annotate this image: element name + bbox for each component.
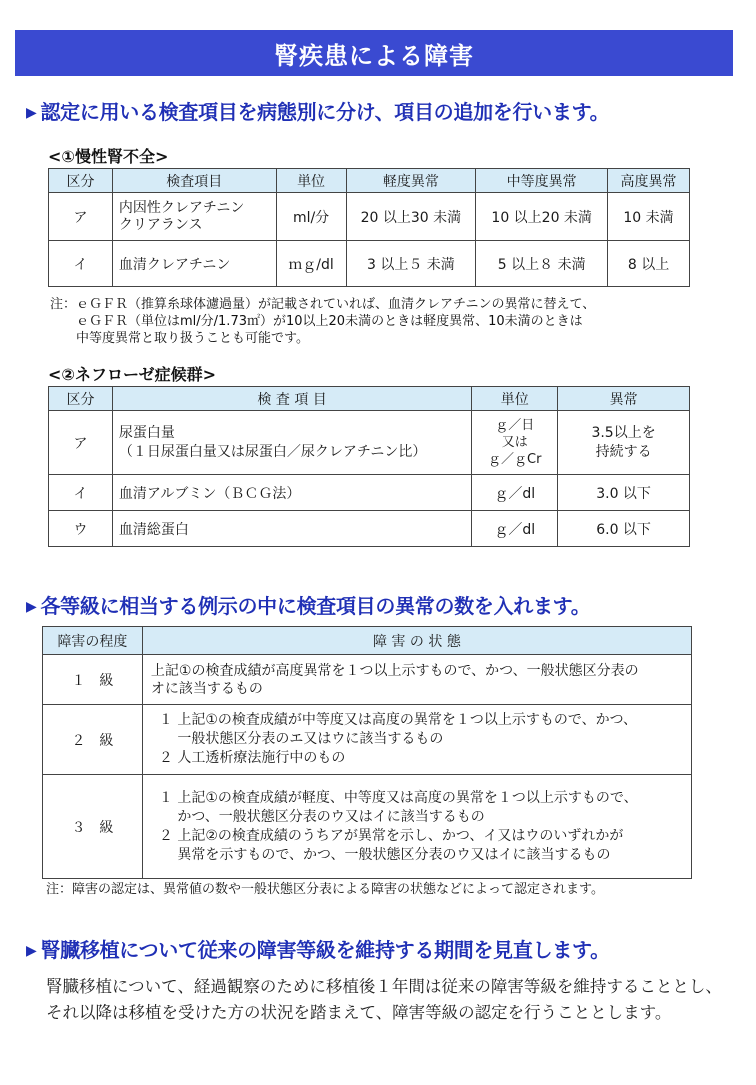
table-cell: ｍｇ/dl: [276, 241, 346, 287]
table-cell: イ: [49, 475, 113, 511]
grade-cell: １ 級: [43, 655, 143, 705]
table-row: [43, 705, 692, 775]
col-header: 異常: [558, 387, 690, 411]
table-cell: ｇ／dl: [472, 475, 558, 511]
table-nephrotic-syndrome: [48, 386, 690, 547]
table-cell: ア: [49, 411, 113, 475]
table-row: [49, 475, 690, 511]
table-chronic-renal-failure: [48, 168, 690, 287]
table-cell: 10 未満: [608, 193, 690, 241]
table-cell: 20 以上30 未満: [346, 193, 476, 241]
section-heading-1: [26, 96, 609, 125]
table-cell: １ 上記①の検査成績が中等度又は高度の異常を１つ以上示すもので、かつ、 一般状態区分表のエ又はウに該当するもの ２ 人工透析療法施行中のもの: [142, 705, 691, 775]
section-heading-1-text: 認定に用いる検査項目を病態別に分け、項目の追加を行います。: [40, 100, 610, 124]
section-heading-2: [26, 590, 590, 619]
col-header: 単位: [276, 169, 346, 193]
table-cell: 血清総蛋白: [112, 511, 471, 547]
col-header: 中等度異常: [476, 169, 608, 193]
table-cell: 3.0 以下: [558, 475, 690, 511]
col-header: 障 害 の 状 態: [142, 627, 691, 655]
table-cell: １ 上記①の検査成績が軽度、中等度又は高度の異常を１つ以上示すもので、 かつ、一般状態区分表のウ又はイに該当するもの ２ 上記②の検査成績のうちアが異常を示し、かつ、イ又はウのいずれかが 異常を示すもので、かつ、一般状態区分表のウ又はイに該当するもの: [142, 775, 691, 879]
table2-caption: <②ネフローゼ症候群>: [48, 365, 217, 384]
table-cell: 6.0 以下: [558, 511, 690, 547]
table-header-row: [49, 169, 690, 193]
grade-cell: ２ 級: [43, 705, 143, 775]
table-cell: 尿蛋白量 （１日尿蛋白量又は尿蛋白／尿クレアチニン比）: [112, 411, 471, 475]
section-heading-3-text: 腎臓移植について従来の障害等級を維持する期間を見直します。: [40, 938, 610, 962]
grade-cell: ３ 級: [43, 775, 143, 879]
col-header: 高度異常: [608, 169, 690, 193]
col-header: 区分: [49, 387, 113, 411]
triangle-bullet-icon: ▶: [26, 105, 37, 121]
table-row: [43, 775, 692, 879]
table-cell: ウ: [49, 511, 113, 547]
table-header-row: [43, 627, 692, 655]
table-row: [49, 193, 690, 241]
table-cell: 3.5以上を 持続する: [558, 411, 690, 475]
table-cell: ｇ／dl: [472, 511, 558, 547]
table-cell: 10 以上20 未満: [476, 193, 608, 241]
table-cell: ml/分: [276, 193, 346, 241]
table-cell: ア: [49, 193, 113, 241]
table1-caption: <①慢性腎不全>: [48, 147, 169, 166]
table-row: [43, 655, 692, 705]
table-header-row: [49, 387, 690, 411]
col-header: 障害の程度: [43, 627, 143, 655]
table-cell: 血清クレアチニン: [112, 241, 276, 287]
body-paragraph: 腎臓移植について、経過観察のために移植後１年間は従来の障害等級を維持することとし、それ以降は移植を受けた方の状況を踏まえて、障害等級の認定を行うこととします。: [46, 977, 722, 1022]
table-disability-grades: [42, 626, 692, 879]
page-title: 腎疾患による障害: [15, 30, 733, 76]
table-cell: 内因性クレアチニン クリアランス: [112, 193, 276, 241]
col-header: 単位: [472, 387, 558, 411]
table1-note: 注：ｅＧＦＲ（推算糸球体濾過量）が記載されていれば、血清クレアチニンの異常に替えて、 ｅＧＦＲ（単位はml/分/1.73㎡）が10以上20未満のときは軽度異常、10未満のときは 中等度異常と取り扱うことも可能です。: [50, 297, 596, 346]
table-cell: ｇ／日 又は ｇ／ｇCr: [472, 411, 558, 475]
col-header: 区分: [49, 169, 113, 193]
triangle-bullet-icon: ▶: [26, 943, 37, 959]
table3-note: 注：障害の認定は、異常値の数や一般状態区分表による障害の状態などによって認定されます。: [46, 882, 604, 897]
triangle-bullet-icon: ▶: [26, 599, 37, 615]
col-header: 軽度異常: [346, 169, 476, 193]
table-cell: 上記①の検査成績が高度異常を１つ以上示すもので、かつ、一般状態区分表の オに該当するもの: [142, 655, 691, 705]
table-row: [49, 241, 690, 287]
table-cell: 8 以上: [608, 241, 690, 287]
table-cell: 3 以上５ 未満: [346, 241, 476, 287]
table-row: [49, 411, 690, 475]
section-heading-2-text: 各等級に相当する例示の中に検査項目の異常の数を入れます。: [40, 594, 591, 618]
table-cell: 5 以上８ 未満: [476, 241, 608, 287]
table-row: [49, 511, 690, 547]
col-header: 検査項目: [112, 169, 276, 193]
section-heading-3: [26, 934, 610, 963]
col-header: 検 査 項 目: [112, 387, 471, 411]
table-cell: 血清アルブミン（ＢＣＧ法）: [112, 475, 471, 511]
table-cell: イ: [49, 241, 113, 287]
